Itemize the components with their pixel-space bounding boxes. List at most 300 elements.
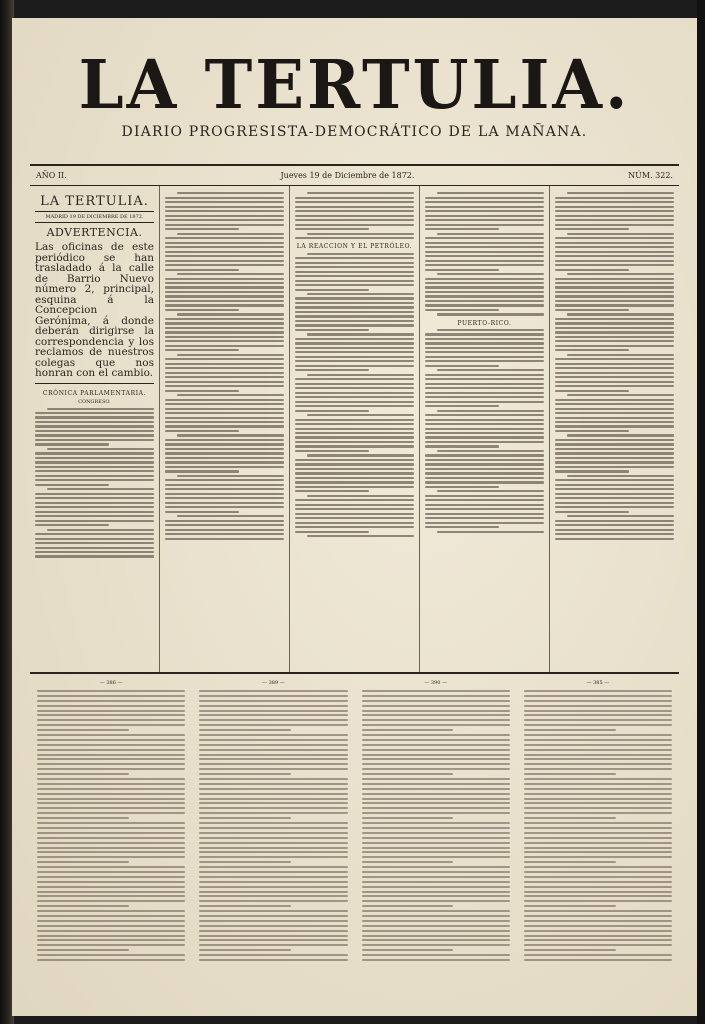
text-line [199, 729, 291, 731]
text-line [295, 315, 414, 317]
text-line [199, 847, 347, 849]
text-line [555, 269, 629, 271]
text-line [37, 739, 185, 741]
text-line [37, 695, 185, 697]
text-line [165, 421, 284, 423]
text-line [524, 881, 672, 883]
text-line [199, 925, 347, 927]
text-line [362, 778, 510, 780]
column-4 [420, 186, 550, 672]
text-line [295, 262, 414, 264]
text-line [555, 479, 674, 481]
text-line [295, 445, 414, 447]
text-line [555, 417, 674, 419]
text-line [437, 329, 544, 331]
text-line [37, 900, 185, 902]
text-line [555, 421, 674, 423]
text-line [199, 939, 347, 941]
text-line [555, 349, 629, 351]
text-line [362, 871, 510, 873]
text-line [165, 278, 284, 280]
text-line [295, 468, 414, 470]
text-line [362, 837, 510, 839]
text-line [37, 876, 185, 878]
text-line [295, 201, 414, 203]
newspaper-page [12, 18, 697, 1016]
text-line [37, 949, 129, 951]
text-line [524, 851, 672, 853]
text-line [295, 237, 414, 239]
text-line [165, 219, 284, 221]
text-line [35, 430, 154, 432]
text-line [295, 405, 414, 407]
text-line [35, 520, 154, 522]
text-line [524, 729, 616, 731]
text-line [199, 719, 347, 721]
text-line [307, 333, 414, 335]
text-line [425, 477, 544, 479]
text-line [199, 807, 347, 809]
text-line [555, 403, 674, 405]
text-line [165, 206, 284, 208]
text-line [425, 304, 544, 306]
text-line [35, 457, 154, 459]
text-line [437, 531, 544, 533]
footer-column-1 [30, 678, 192, 1008]
text-line [165, 349, 239, 351]
text-line [295, 450, 369, 452]
text-line [199, 714, 347, 716]
text-line [295, 477, 414, 479]
text-line [35, 542, 154, 544]
text-line [165, 417, 284, 419]
text-line [524, 822, 672, 824]
serial-footer [30, 678, 679, 1008]
text-line [35, 547, 154, 549]
text-line [37, 871, 185, 873]
text-line [165, 430, 239, 432]
text-line [177, 354, 284, 356]
article-text [555, 192, 674, 539]
text-line [524, 939, 672, 941]
text-line [295, 210, 414, 212]
text-line [199, 827, 347, 829]
text-line [295, 504, 414, 506]
section-heading: CRÓNICA PARLAMENTARIA. [42, 389, 147, 397]
text-line [37, 837, 185, 839]
text-line [524, 798, 672, 800]
text-line [362, 744, 510, 746]
text-line [295, 481, 414, 483]
text-line [295, 351, 414, 353]
text-line [567, 475, 674, 477]
text-line [555, 412, 674, 414]
text-line [165, 340, 284, 342]
text-line [295, 280, 414, 282]
text-line [165, 286, 284, 288]
text-line [307, 293, 414, 295]
text-line [37, 920, 185, 922]
text-line [555, 538, 674, 540]
text-line [165, 466, 284, 468]
text-line [362, 847, 510, 849]
text-line [295, 392, 414, 394]
text-line [362, 719, 510, 721]
text-line [362, 935, 510, 937]
text-line [37, 793, 185, 795]
text-line [362, 807, 510, 809]
text-line [199, 700, 347, 702]
text-line [199, 812, 347, 814]
text-line [425, 423, 544, 425]
text-line [199, 788, 347, 790]
text-line [37, 714, 185, 716]
text-line [165, 529, 284, 531]
text-line [555, 358, 674, 360]
text-line [425, 210, 544, 212]
text-line [425, 504, 544, 506]
text-line [295, 531, 369, 533]
text-line [555, 466, 674, 468]
text-line [37, 812, 185, 814]
text-line [177, 394, 284, 396]
text-line [165, 327, 284, 329]
text-line [37, 935, 185, 937]
text-line [555, 251, 674, 253]
text-line [165, 488, 284, 490]
text-line [37, 915, 185, 917]
text-line [177, 515, 284, 517]
text-line [555, 242, 674, 244]
text-line [555, 318, 674, 320]
text-line [437, 410, 544, 412]
text-line [362, 793, 510, 795]
text-line [295, 266, 414, 268]
text-line [295, 219, 414, 221]
text-line [165, 224, 284, 226]
serial-text [37, 690, 185, 961]
text-line [165, 215, 284, 217]
text-line [362, 905, 454, 907]
text-line [524, 695, 672, 697]
text-line [362, 876, 510, 878]
text-line [362, 690, 510, 692]
text-line [199, 876, 347, 878]
notice-heading: ADVERTENCIA. [35, 222, 154, 239]
text-line [295, 490, 369, 492]
text-line [37, 832, 185, 834]
text-line [362, 915, 510, 917]
text-line [362, 812, 510, 814]
text-line [37, 773, 129, 775]
text-line [199, 817, 291, 819]
text-line [165, 300, 284, 302]
text-line [165, 309, 239, 311]
text-line [35, 470, 154, 472]
text-line [37, 905, 129, 907]
text-line [295, 289, 369, 291]
text-line [35, 421, 154, 423]
text-line [295, 320, 414, 322]
text-line [165, 251, 284, 253]
text-line [362, 900, 510, 902]
text-line [165, 425, 284, 427]
text-line [555, 206, 674, 208]
text-line [362, 788, 510, 790]
text-line [362, 949, 454, 951]
text-line [295, 365, 414, 367]
text-line [295, 329, 369, 331]
text-line [425, 242, 544, 244]
text-line [199, 695, 347, 697]
text-line [165, 242, 284, 244]
text-line [37, 700, 185, 702]
text-line [524, 910, 672, 912]
text-line [307, 414, 414, 416]
text-line [524, 920, 672, 922]
text-line [425, 291, 544, 293]
text-line [555, 533, 674, 535]
text-line [165, 506, 284, 508]
text-line [362, 827, 510, 829]
text-line [35, 506, 154, 508]
text-line [165, 237, 284, 239]
text-line [199, 910, 347, 912]
text-line [524, 954, 672, 956]
text-line [307, 454, 414, 456]
text-line [524, 793, 672, 795]
text-line [362, 802, 510, 804]
text-line [37, 891, 185, 893]
text-line [165, 197, 284, 199]
text-line [295, 441, 414, 443]
text-line [177, 313, 284, 315]
text-line [555, 488, 674, 490]
text-line [295, 508, 414, 510]
text-line [165, 318, 284, 320]
text-line [199, 856, 347, 858]
text-line [37, 788, 185, 790]
text-line [425, 282, 544, 284]
text-line [425, 405, 499, 407]
text-line [524, 724, 672, 726]
text-line [37, 930, 185, 932]
text-line [295, 360, 414, 362]
text-line [524, 891, 672, 893]
text-line [425, 342, 544, 344]
text-line [295, 297, 414, 299]
text-line [35, 515, 154, 517]
text-line [555, 363, 674, 365]
text-line [199, 935, 347, 937]
text-line [199, 690, 347, 692]
text-line [199, 930, 347, 932]
text-line [37, 827, 185, 829]
text-line [425, 264, 544, 266]
text-line [524, 935, 672, 937]
text-line [555, 439, 674, 441]
text-line [177, 233, 284, 235]
text-line [199, 778, 347, 780]
front-page-columns [30, 186, 679, 674]
text-line [165, 524, 284, 526]
text-line [425, 392, 544, 394]
text-line [524, 788, 672, 790]
text-line [295, 378, 414, 380]
text-line [165, 210, 284, 212]
text-line [199, 802, 347, 804]
text-line [524, 915, 672, 917]
text-line [295, 228, 369, 230]
text-line [37, 817, 129, 819]
text-line [555, 511, 629, 513]
text-line [555, 210, 674, 212]
text-line [37, 910, 185, 912]
text-line [165, 470, 239, 472]
text-line [199, 749, 347, 751]
text-line [35, 533, 154, 535]
serial-text [199, 690, 347, 961]
text-line [555, 215, 674, 217]
newspaper-subtitle: DIARIO PROGRESISTA-DEMOCRÁTICO DE LA MAÑANA. [121, 124, 588, 140]
newspaper-title: LA TERTULIA. [78, 46, 631, 125]
column-2 [160, 186, 290, 672]
text-line [35, 484, 109, 486]
text-line [425, 246, 544, 248]
text-line [165, 331, 284, 333]
text-line [47, 408, 154, 410]
article-text [35, 408, 154, 558]
text-line [199, 949, 291, 951]
section-subheading: CONGRESO. [78, 398, 111, 405]
text-line [37, 802, 185, 804]
text-line [425, 441, 544, 443]
text-line [165, 511, 239, 513]
text-line [524, 905, 616, 907]
text-line [555, 408, 674, 410]
text-line [295, 513, 414, 515]
text-line [524, 783, 672, 785]
text-line [425, 459, 544, 461]
text-line [437, 369, 544, 371]
text-line [425, 269, 499, 271]
text-line [37, 866, 185, 868]
text-line [524, 773, 616, 775]
text-line [37, 763, 185, 765]
text-line [524, 802, 672, 804]
text-line [199, 710, 347, 712]
text-line [307, 233, 414, 235]
text-line [524, 886, 672, 888]
text-line [524, 856, 672, 858]
text-line [425, 495, 544, 497]
text-line [425, 278, 544, 280]
text-line [524, 744, 672, 746]
text-line [425, 374, 544, 376]
text-line [362, 822, 510, 824]
text-line [425, 333, 544, 335]
text-line [555, 493, 674, 495]
text-line [555, 345, 674, 347]
text-line [362, 866, 510, 868]
text-line [362, 891, 510, 893]
text-line [295, 356, 414, 358]
text-line [37, 690, 185, 692]
text-line [425, 251, 544, 253]
text-line [35, 524, 109, 526]
text-line [165, 367, 284, 369]
text-line [555, 327, 674, 329]
text-line [165, 399, 284, 401]
text-line [295, 338, 414, 340]
text-line [555, 322, 674, 324]
footer-column-3 [355, 678, 517, 1008]
text-line [362, 714, 510, 716]
text-line [295, 383, 414, 385]
text-line [35, 551, 154, 553]
text-line [567, 434, 674, 436]
place-date: MADRID 19 DE DICIEMBRE DE 1872. [45, 214, 144, 220]
text-line [524, 807, 672, 809]
text-line [555, 425, 674, 427]
text-line [295, 459, 414, 461]
text-line [37, 710, 185, 712]
text-line [199, 959, 347, 961]
text-line [295, 224, 414, 226]
text-line [165, 408, 284, 410]
text-line [555, 457, 674, 459]
text-line [555, 336, 674, 338]
text-line [199, 832, 347, 834]
text-line [165, 479, 284, 481]
text-line [37, 734, 185, 736]
text-line [362, 729, 454, 731]
text-line [425, 338, 544, 340]
text-line [35, 416, 154, 418]
text-line [35, 425, 154, 427]
text-line [295, 428, 414, 430]
text-line [199, 842, 347, 844]
text-line [295, 396, 414, 398]
text-line [555, 470, 629, 472]
text-line [555, 228, 629, 230]
column-3 [290, 186, 420, 672]
text-line [165, 304, 284, 306]
text-line [524, 842, 672, 844]
page-number: — 389 — [262, 680, 285, 686]
text-line [295, 311, 414, 313]
text-line [295, 387, 414, 389]
text-line [37, 778, 185, 780]
text-line [567, 354, 674, 356]
text-line [524, 876, 672, 878]
text-line [524, 714, 672, 716]
text-line [165, 390, 239, 392]
text-line [555, 381, 674, 383]
text-line [362, 695, 510, 697]
page-number: — 390 — [424, 680, 447, 686]
text-line [425, 522, 544, 524]
text-line [425, 383, 544, 385]
text-line [567, 233, 674, 235]
text-line [362, 939, 510, 941]
text-line [165, 403, 284, 405]
text-line [295, 271, 414, 273]
text-line [199, 837, 347, 839]
text-line [37, 842, 185, 844]
text-line [425, 428, 544, 430]
text-line [555, 278, 674, 280]
